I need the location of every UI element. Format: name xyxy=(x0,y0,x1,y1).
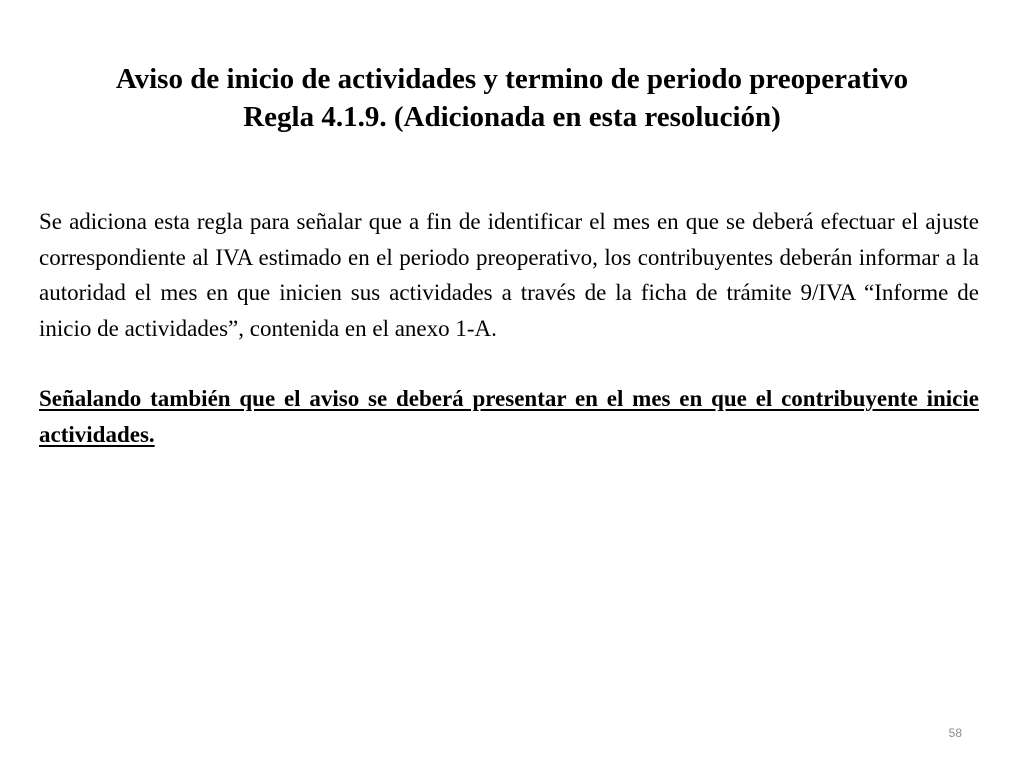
slide-body xyxy=(39,204,979,452)
slide-title xyxy=(20,60,1004,136)
title-line-2: Regla 4.1.9. (Adicionada en esta resolución) xyxy=(243,101,781,133)
page-number: 58 xyxy=(948,726,962,740)
title-line-1: Aviso de inicio de actividades y termino de periodo preoperativo xyxy=(115,63,909,95)
body-paragraph: Se adiciona esta regla para señalar que a fin de identificar el mes en que se deberá efectuar el ajuste correspondiente al IVA estimado en el periodo preoperativo, los contribuyentes deberán informar a la autoridad el mes en que inicien sus actividades a través de la ficha de trámite 9/IVA “Informe de inicio de actividades”, contenida en el anexo 1-A. xyxy=(39,209,979,341)
emphasized-paragraph: Señalando también que el aviso se deberá presentar en el mes en que el contribuyente inicie actividades. xyxy=(39,386,979,447)
